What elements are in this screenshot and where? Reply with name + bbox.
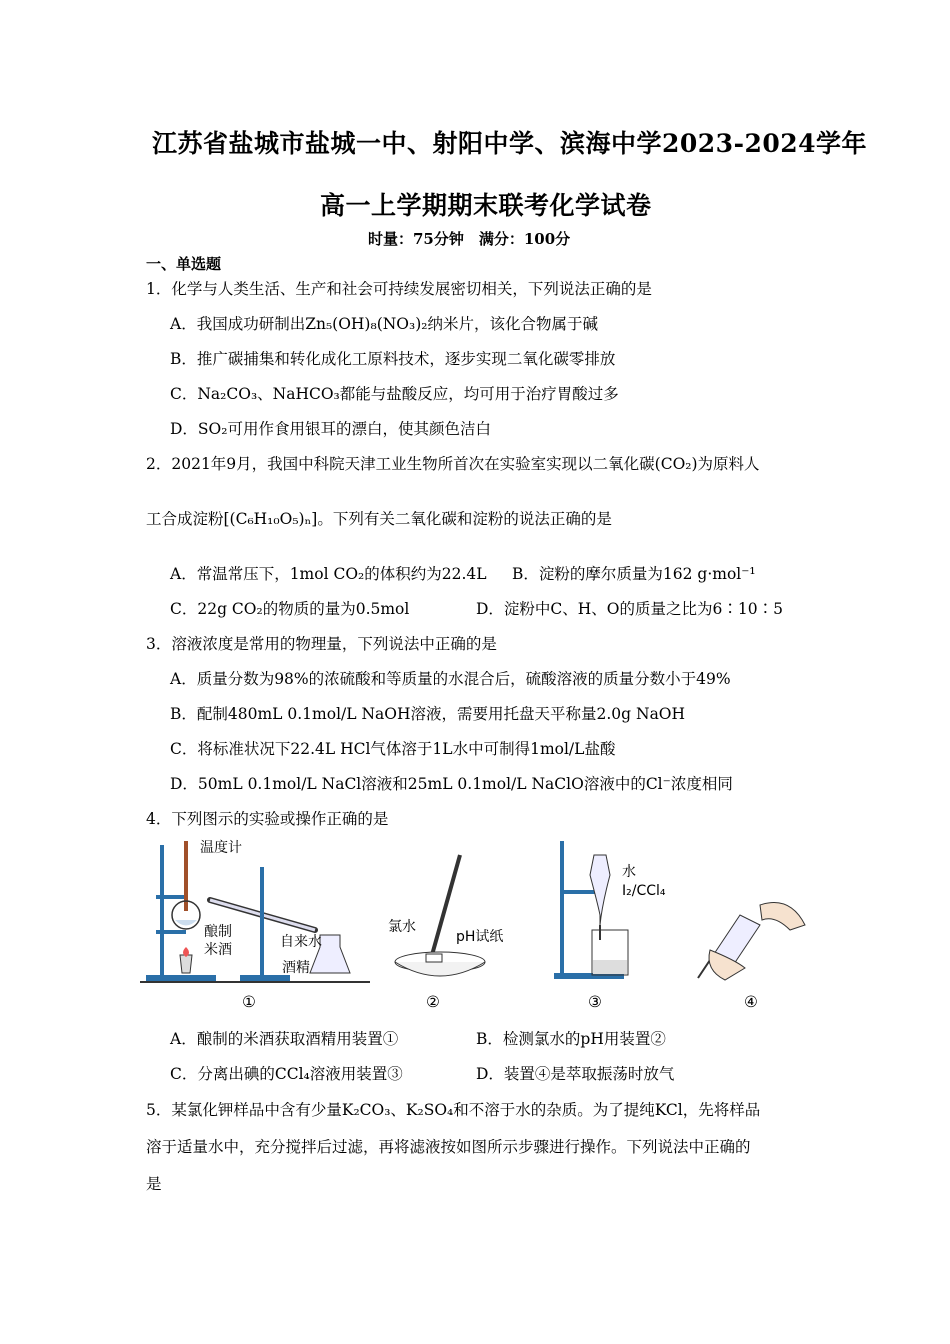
q5-line3: 是 [146, 1175, 162, 1193]
figure-separatory-funnel [550, 835, 680, 1020]
label-iodine-ccl4: I₂/CCl₄ [622, 883, 666, 899]
figure-distillation [140, 835, 370, 1020]
q2-option-b: B．淀粉的摩尔质量为162 g·mol⁻¹ [512, 565, 756, 583]
q2-option-d: D．淀粉中C、H、O的质量之比为6∶10∶5 [476, 600, 783, 618]
q5-line2: 溶于适量水中，充分搅拌后过滤，再将滤液按如图所示步骤进行操作。下列说法中正确的 [146, 1138, 751, 1156]
q4-option-d: D．装置④是萃取振荡时放气 [476, 1065, 675, 1083]
label-chlorine-water: 氯水 [388, 919, 416, 935]
q1-option-a: A．我国成功研制出Zn₅(OH)₈(NO₃)₂纳米片，该化合物属于碱 [170, 315, 598, 333]
figure-shaking [690, 890, 810, 1020]
label-ph-paper: pH试纸 [456, 929, 504, 945]
q4-option-a: A．酿制的米酒获取酒精用装置① [170, 1030, 399, 1048]
q2-option-a: A．常温常压下，1mol CO₂的体积约为22.4L [170, 565, 487, 583]
figure-number-1: ① [242, 993, 256, 1011]
ph-drawing [380, 850, 510, 980]
funnel-drawing [550, 835, 680, 985]
page-title-line2: 高一上学期期末联考化学试卷 [320, 191, 652, 220]
q1-stem: 1．化学与人类生活、生产和社会可持续发展密切相关，下列说法正确的是 [146, 280, 652, 298]
page-title-line1: 江苏省盐城市盐城一中、射阳中学、滨海中学2023-2024学年 [152, 129, 868, 158]
q3-option-d: D．50mL 0.1mol/L NaCl溶液和25mL 0.1mol/L NaClO溶液中的Cl⁻浓度相同 [170, 775, 733, 793]
figure-number-4: ④ [744, 993, 758, 1011]
q2-stem-line1: 2．2021年9月，我国中科院天津工业生物所首次在实验室实现以二氧化碳(CO₂)为原料人 [146, 455, 760, 473]
q4-stem: 4．下列图示的实验或操作正确的是 [146, 810, 389, 828]
figure-ph-test [380, 850, 510, 1020]
q3-option-c: C．将标准状况下22.4L HCl气体溶于1L水中可制得1mol/L盐酸 [170, 740, 616, 758]
figure-number-3: ③ [588, 993, 602, 1011]
q1-option-d: D．SO₂可用作食用银耳的漂白，使其颜色洁白 [170, 420, 491, 438]
q4-option-b: B．检测氯水的pH用装置② [476, 1030, 666, 1048]
section-heading: 一、单选题 [146, 255, 222, 273]
label-rice-2: 米酒 [204, 942, 232, 958]
q1-option-b: B．推广碳捕集和转化成化工原料技术，逐步实现二氧化碳零排放 [170, 350, 616, 368]
exam-meta: 时量：75分钟 满分：100分 [368, 230, 571, 248]
q3-option-a: A．质量分数为98%的浓硫酸和等质量的水混合后，硫酸溶液的质量分数小于49% [170, 670, 731, 688]
label-tap-water: 自来水 [280, 934, 322, 950]
q3-stem: 3．溶液浓度是常用的物理量，下列说法中正确的是 [146, 635, 497, 653]
label-thermometer: 温度计 [200, 840, 242, 856]
label-rice-1: 酿制 [204, 924, 232, 940]
shaking-drawing [690, 890, 810, 985]
q1-option-c: C．Na₂CO₃、NaHCO₃都能与盐酸反应，均可用于治疗胃酸过多 [170, 385, 619, 403]
figure-number-2: ② [426, 993, 440, 1011]
q4-option-c: C．分离出碘的CCl₄溶液用装置③ [170, 1065, 403, 1083]
q2-option-c: C．22g CO₂的物质的量为0.5mol [170, 600, 410, 618]
label-alcohol: 酒精 [282, 960, 310, 976]
q2-stem-line2: 工合成淀粉[(C₆H₁₀O₅)ₙ]。下列有关二氧化碳和淀粉的说法正确的是 [146, 510, 612, 528]
q5-line1: 5．某氯化钾样品中含有少量K₂CO₃、K₂SO₄和不溶于水的杂质。为了提纯KCl，先将样品 [146, 1101, 761, 1119]
label-water: 水 [622, 864, 636, 880]
q3-option-b: B．配制480mL 0.1mol/L NaOH溶液，需要用托盘天平称量2.0g NaOH [170, 705, 686, 723]
